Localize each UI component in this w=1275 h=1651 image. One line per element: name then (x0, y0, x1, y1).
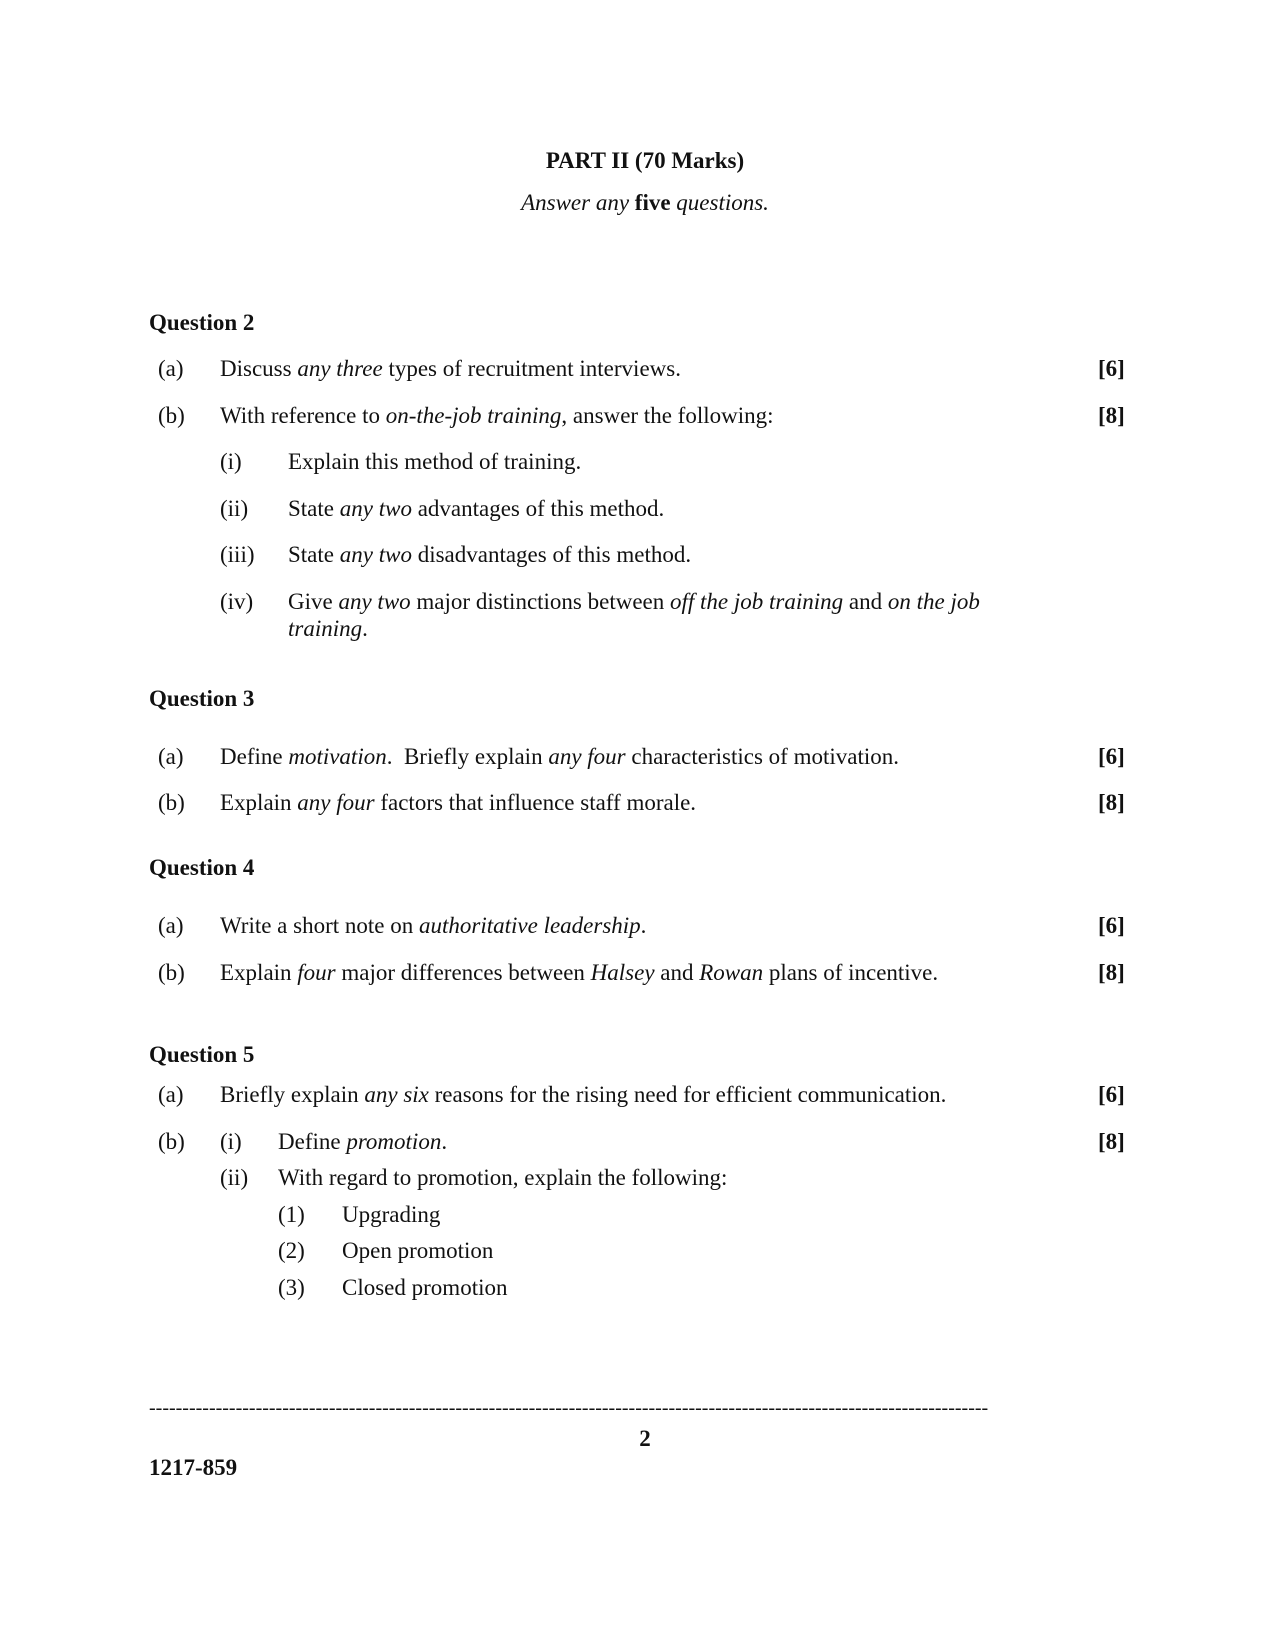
q4-b-marks: [8] (1098, 960, 1125, 985)
q3-b-label: (b) (158, 790, 185, 815)
q4-a-text: Write a short note on authoritative leadership. (220, 913, 647, 938)
q5-a-marks: [6] (1098, 1082, 1125, 1107)
question-4-heading: Question 4 (149, 855, 255, 880)
q5-item-1-text: Upgrading (342, 1202, 441, 1227)
q5-item-3-text: Closed promotion (342, 1275, 508, 1300)
q3-a-label: (a) (158, 744, 184, 769)
q3-a-marks: [6] (1098, 744, 1125, 769)
q5-b-i-label: (i) (220, 1129, 242, 1154)
q2-b-iv-label: (iv) (220, 589, 254, 614)
q2-b-text: With reference to on-the-job training, answer the following: (220, 403, 774, 428)
q4-b-text: Explain four major differences between Halsey and Rowan plans of incentive. (220, 960, 939, 985)
q3-a-text: Define motivation. Briefly explain any four characteristics of motivation. (220, 744, 899, 769)
page-number: 2 (639, 1426, 651, 1451)
paper-code: 1217-859 (149, 1455, 238, 1480)
q4-a-label: (a) (158, 913, 184, 938)
q2-b-iii-text: State any two disadvantages of this method. (288, 542, 692, 567)
q2-b-iv-text-continued: training. (288, 616, 368, 641)
q2-a-label: (a) (158, 356, 184, 381)
q2-b-ii-label: (ii) (220, 496, 249, 521)
q2-b-i-text: Explain this method of training. (288, 449, 582, 474)
q5-item-2-text: Open promotion (342, 1238, 494, 1263)
question-5-heading: Question 5 (149, 1042, 255, 1067)
q2-b-iii-label: (iii) (220, 542, 255, 567)
part-instruction: Answer any five questions. (521, 190, 769, 215)
q4-b-label: (b) (158, 960, 185, 985)
q5-a-text: Briefly explain any six reasons for the rising need for efficient communication. (220, 1082, 947, 1107)
q4-a-marks: [6] (1098, 913, 1125, 938)
q5-item-1-label: (1) (278, 1202, 305, 1227)
q5-b-label: (b) (158, 1129, 185, 1154)
q3-b-text: Explain any four factors that influence staff morale. (220, 790, 697, 815)
q2-a-marks: [6] (1098, 356, 1125, 381)
q5-b-ii-label: (ii) (220, 1165, 249, 1190)
q5-a-label: (a) (158, 1082, 184, 1107)
question-3-heading: Question 3 (149, 686, 255, 711)
q5-item-2-label: (2) (278, 1238, 305, 1263)
question-2-heading: Question 2 (149, 310, 255, 335)
footer-rule: ------------------------------------------------------------------------------------------------------------------------------ (149, 1397, 989, 1419)
q5-b-i-text: Define promotion. (278, 1129, 448, 1154)
q3-b-marks: [8] (1098, 790, 1125, 815)
q2-b-ii-text: State any two advantages of this method. (288, 496, 665, 521)
part-title: PART II (70 Marks) (545, 148, 745, 173)
q2-b-label: (b) (158, 403, 185, 428)
q5-b-ii-text: With regard to promotion, explain the following: (278, 1165, 728, 1190)
q2-b-marks: [8] (1098, 403, 1125, 428)
q2-a-text: Discuss any three types of recruitment interviews. (220, 356, 681, 381)
q5-item-3-label: (3) (278, 1275, 305, 1300)
q2-b-i-label: (i) (220, 449, 242, 474)
q2-b-iv-text: Give any two major distinctions between off the job training and on the job (288, 589, 980, 614)
q5-b-marks: [8] (1098, 1129, 1125, 1154)
